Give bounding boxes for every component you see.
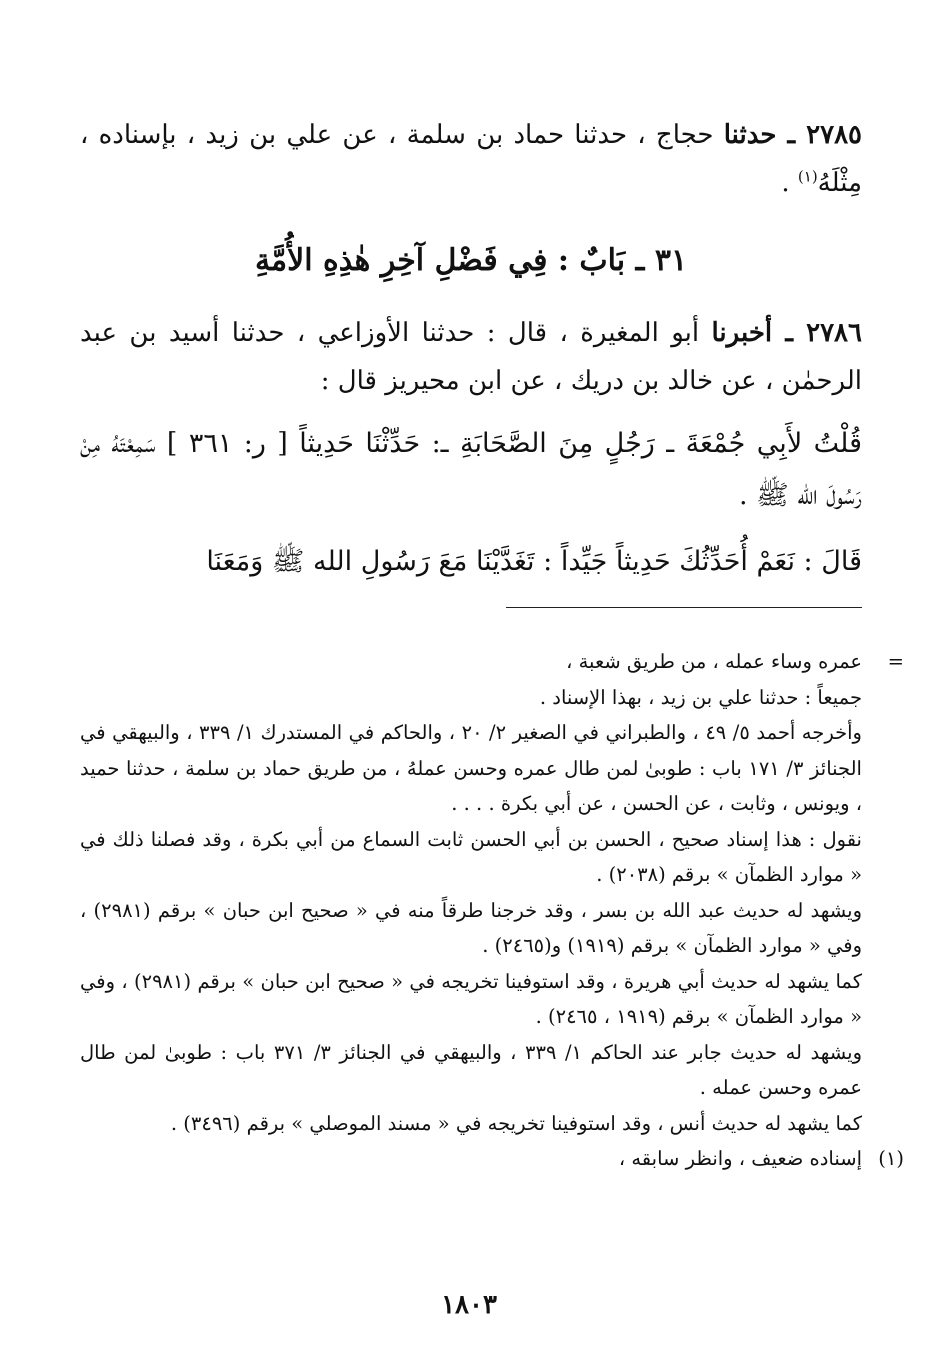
footnote-separator [506, 607, 862, 608]
hadith-2785 [80, 111, 862, 207]
footnote-line [80, 644, 904, 680]
footnote-text: عمره وساء عمله ، من طريق شعبة ، [566, 650, 862, 673]
footnotes [80, 644, 904, 1177]
chapter-heading: ٣١ ـ بَابٌ : فِي فَضْلِ آخِرِ هٰذِهِ الأُمَّةِ [254, 243, 688, 278]
isnad-text: أبو المغيرة ، قال : حدثنا الأوزاعي ، حدثنا أسيد بن عبد الرحمٰن ، عن خالد بن دريك ، عن ابن محيريز قال : [80, 318, 862, 396]
number-dash: ـ [776, 120, 807, 150]
sentence-end: . [781, 168, 798, 198]
matn-paragraph-2: قَالَ : نَعَمْ أُحَدِّثُكَ حَدِيثاً جَيِّداً : تَغَدَّيْنَا مَعَ رَسُولِ الله ﷺ وَمَعَنَا [206, 546, 862, 577]
page-number: ١٨٠٣ [441, 1290, 497, 1320]
matn-paragraph-1: قُلْتُ لأَبِي جُمْعَةَ ـ رَجُلٍ مِنَ الصَّحَابَةِ ـ: حَدِّثْنَا حَدِيثاً [ ر: ٣٦١ ] سَمِعْتَهُ مِنْ رَسُولَ الله ﷺ . [80, 428, 862, 511]
number-dash: ـ [772, 318, 807, 348]
hadith-number: ٢٧٨٥ [806, 120, 862, 150]
hadith-2786 [80, 309, 862, 405]
footnote-line: ويشهد له حديث عبد الله بن بسر ، وقد خرجنا طرقاً منه في « صحيح ابن حبان » برقم (٢٩٨١) ، وفي « موارد الظمآن » برقم (١٩١٩) و(٢٤٦٥) . [80, 898, 862, 957]
hadith-number: ٢٧٨٦ [806, 318, 862, 348]
hadith-text: حجاج ، حدثنا حماد بن سلمة ، عن علي بن زيد ، بإسناده ، مِثْلَهُ [80, 120, 862, 198]
footnote-marker: (١) [878, 1147, 904, 1170]
footnote-reference: (١) [797, 167, 818, 186]
footnote-text: إسناده ضعيف ، وانظر سابقه ، [618, 1147, 862, 1170]
narration-lead: أخبرنا [711, 318, 773, 348]
footnote-1 [80, 1141, 904, 1177]
footnote-line: جميعاً : حدثنا علي بن زيد ، بهذا الإسناد . [539, 685, 862, 709]
footnote-line: كما يشهد له حديث أنس ، وقد استوفينا تخريجه في « مسند الموصلي » برقم (٣٤٩٦) . [170, 1111, 862, 1135]
footnote-line: وأخرجه أحمد ٥/ ٤٩ ، والطبراني في الصغير ٢/ ٢٠ ، والحاكم في المستدرك ١/ ٣٣٩ ، والبيهقي في الجنائز ٣/ ١٧١ باب : طوبىٰ لمن طال عمره وحسن عملهُ ، من طريق حماد بن سلمة ، حدثنا حميد ، ويونس ، وثابت ، عن الحسن ، عن أبي بكرة . . . . [80, 721, 862, 815]
continuation-marker: = [887, 650, 904, 673]
footnote-line: ويشهد له حديث جابر عند الحاكم ١/ ٣٣٩ ، والبيهقي في الجنائز ٣/ ٣٧١ باب : طوبىٰ لمن طال عمره وحسن عمله . [80, 1040, 862, 1099]
footnote-line: كما يشهد له حديث أبي هريرة ، وقد استوفينا تخريجه في « صحيح ابن حبان » برقم (٢٩٨١) ، وفي « موارد الظمآن » برقم (١٩١٩ ، ٢٤٦٥) . [80, 969, 862, 1028]
footnote-line: نقول : هذا إسناد صحيح ، الحسن بن أبي الحسن ثابت السماع من أبي بكرة ، وقد فصلنا ذلك في « موارد الظمآن » برقم (٢٠٣٨) . [80, 827, 862, 886]
narration-lead: حدثنا [723, 120, 777, 150]
